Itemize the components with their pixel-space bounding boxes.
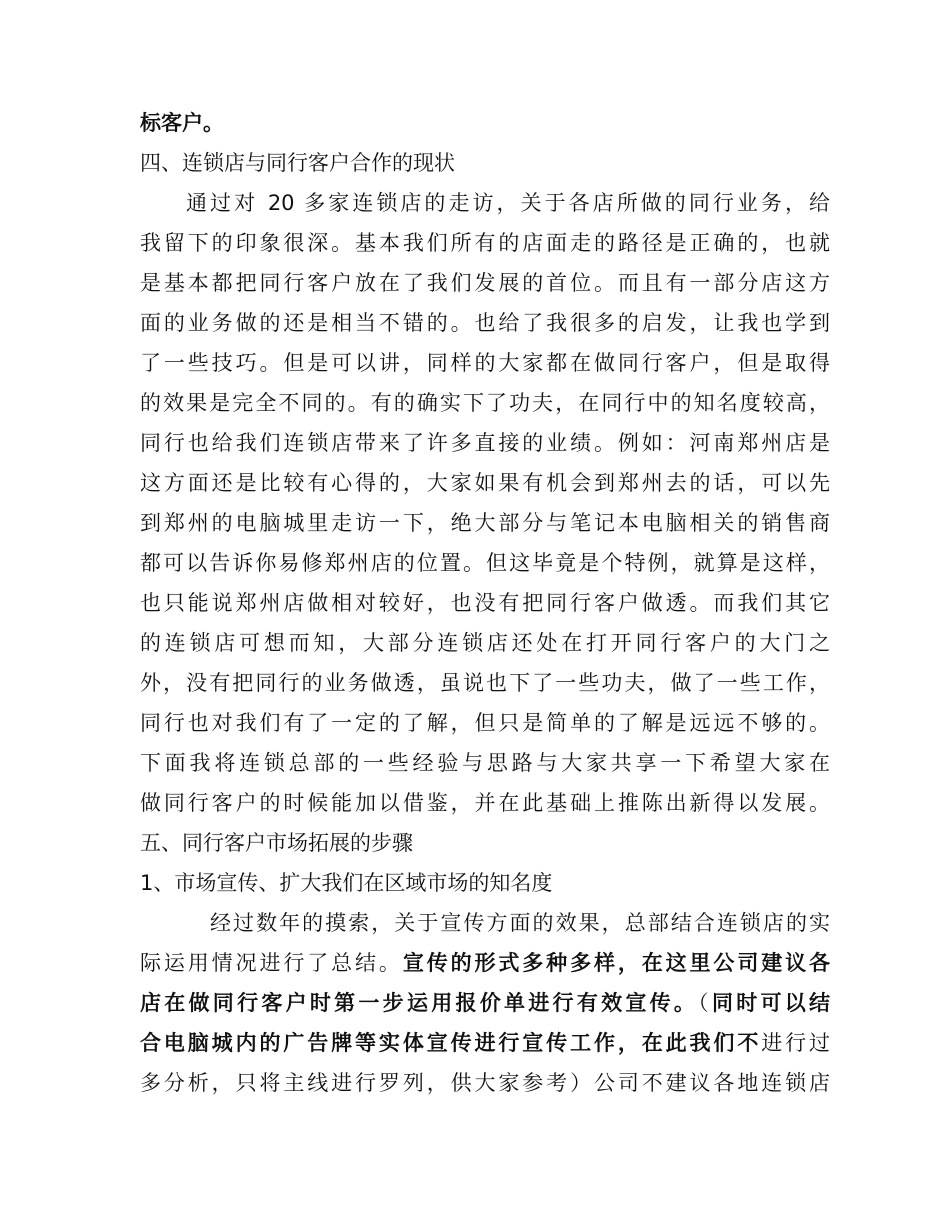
text-line: 这方面还是比较有心得的，大家如果有机会到郑州去的话，可以先 <box>140 471 830 495</box>
text-line: 下面我将连锁总部的一些经验与思路与大家共享一下希望大家在 <box>140 751 830 775</box>
bold-text-run: 店在做同行客户时第一步运用报价单进行有效宣传。 <box>140 991 699 1015</box>
text-line <box>140 943 830 983</box>
bold-text-run: 合电脑城内的广告牌等实体宣传进行宣传工作，在此我们不 <box>140 1031 762 1055</box>
text-line: 做同行客户的时候能加以借鉴，并在此基础上推陈出新得以发展。 <box>140 791 830 815</box>
text-run: 进行过 <box>761 1031 830 1055</box>
bold-text-run: 同时可以结 <box>711 991 830 1015</box>
text-line <box>140 983 830 1023</box>
document-page <box>140 103 830 1103</box>
text-line: 我留下的印象很深。基本我们所有的店面走的路径是正确的，也就 <box>140 231 830 255</box>
text-line: 都可以告诉你易修郑州店的位置。但这毕竟是个特例，就算是这样， <box>140 551 830 575</box>
text-line: 标客户。 <box>140 111 224 135</box>
text-line: 的效果是完全不同的。有的确实下了功夫，在同行中的知名度较高， <box>140 391 830 415</box>
text-line: 也只能说郑州店做相对较好，也没有把同行客户做透。而我们其它 <box>140 591 830 615</box>
text-line: 是基本都把同行客户放在了我们发展的首位。而且有一部分店这方 <box>140 271 830 295</box>
text-line: 到郑州的电脑城里走访一下，绝大部分与笔记本电脑相关的销售商 <box>140 511 830 535</box>
subsection-heading: 1、市场宣传、扩大我们在区域市场的知名度 <box>140 871 553 895</box>
section-heading: 五、同行客户市场拓展的步骤 <box>140 831 413 855</box>
text-line: 的连锁店可想而知，大部分连锁店还处在打开同行客户的大门之 <box>140 631 830 655</box>
text-line: 面的业务做的还是相当不错的。也给了我很多的启发，让我也学到 <box>140 311 830 335</box>
text-line: 经过数年的摸索，关于宣传方面的效果，总部结合连锁店的实 <box>210 911 830 935</box>
text-line <box>140 1023 830 1063</box>
text-line: 同行也对我们有了一定的了解，但只是简单的了解是远远不够的。 <box>140 711 830 735</box>
text-line: 外，没有把同行的业务做透，虽说也下了一些功夫，做了一些工作， <box>140 671 830 695</box>
text-line: 通过对 20 多家连锁店的走访，关于各店所做的同行业务，给 <box>186 191 830 215</box>
paragraph <box>140 183 830 823</box>
bold-text-run: 宣传的形式多种多样，在这里公司建议各 <box>402 951 830 975</box>
text-line: 了一些技巧。但是可以讲，同样的大家都在做同行客户，但是取得 <box>140 351 830 375</box>
text-line: 同行也给我们连锁店带来了许多直接的业绩。例如：河南郑州店是 <box>140 431 830 455</box>
text-run: 际运用情况进行了总结。 <box>140 951 403 975</box>
section-heading: 四、连锁店与同行客户合作的现状 <box>140 151 455 175</box>
text-line: 多分析，只将主线进行罗列，供大家参考）公司不建议各地连锁店 <box>140 1071 830 1095</box>
paragraph <box>140 903 830 1103</box>
text-run: （ <box>698 991 712 1015</box>
